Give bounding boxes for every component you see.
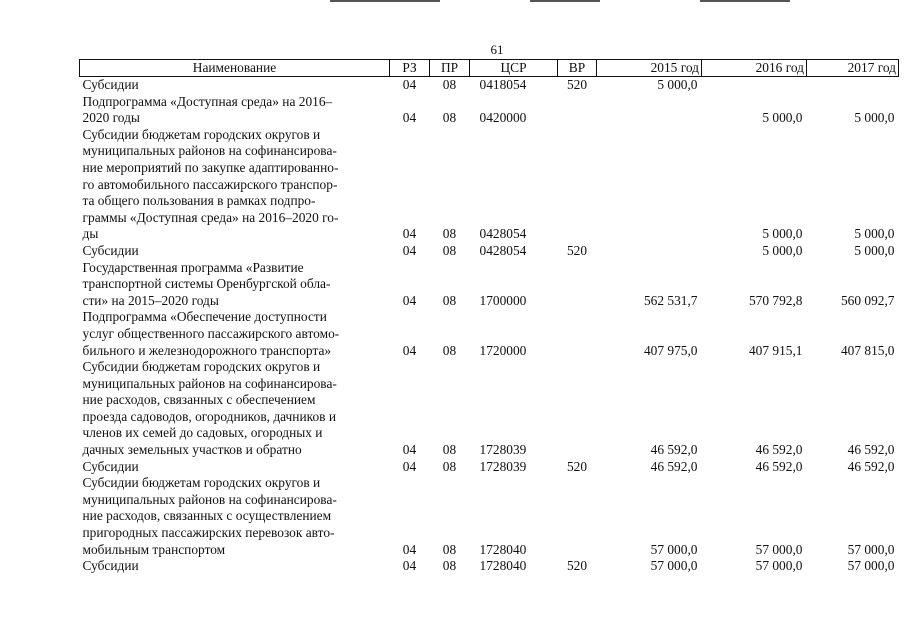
row-value-2015: 407 975,0 — [643, 342, 698, 358]
header-row — [80, 60, 899, 77]
row-value-2015: 57 000,0 — [650, 558, 698, 574]
row-value-2017: 5 000,0 — [854, 242, 895, 258]
row-name-line: Субсидии — [82, 77, 139, 92]
row-value-2017: 46 592,0 — [847, 442, 895, 458]
row-rz: 04 — [402, 242, 417, 258]
row-name-line: ние расходов, связанных с осуществлением — [82, 508, 332, 524]
row-vr — [558, 359, 597, 459]
row-vr — [558, 127, 597, 243]
table-row — [80, 127, 899, 243]
col-header-2017: 2017 год — [807, 60, 899, 77]
row-name — [80, 309, 390, 359]
table-row — [80, 77, 899, 94]
table-row — [80, 475, 899, 558]
row-rz: 04 — [402, 442, 417, 458]
row-name-line: проезда садоводов, огородников, дачников и — [82, 408, 336, 424]
row-pr: 08 — [442, 226, 457, 242]
row-value-2017: 57 000,0 — [847, 558, 895, 574]
scan-artifact-line — [700, 0, 790, 2]
row-name-line: Подпрограмма «Обеспечение доступности — [82, 309, 327, 325]
row-name — [80, 475, 390, 558]
row-rz: 04 — [402, 77, 417, 92]
row-pr: 08 — [442, 77, 457, 92]
table-row — [80, 359, 899, 459]
col-header-vr: ВР — [558, 60, 597, 77]
row-name-line: Субсидии — [82, 558, 139, 574]
row-name — [80, 459, 390, 476]
row-value-2016: 5 000,0 — [762, 242, 803, 258]
row-value-2015 — [597, 127, 702, 243]
row-vr: 520 — [566, 77, 588, 92]
table-row — [80, 558, 899, 575]
scan-artifact-line — [530, 0, 600, 2]
row-name-line: Субсидии бюджетам городских округов и — [82, 126, 321, 142]
row-csr: 1728040 — [479, 558, 527, 574]
row-rz: 04 — [402, 541, 417, 557]
row-name-line: Государственная программа «Развитие — [82, 259, 304, 275]
row-name-line: членов их семей до садовых, огородных и — [82, 425, 323, 441]
row-csr: 0428054 — [479, 242, 527, 258]
row-value-2016: 5 000,0 — [762, 226, 803, 242]
row-name-line: мобильным транспортом — [82, 541, 226, 557]
row-name-line: Подпрограмма «Доступная среда» на 2016– — [82, 93, 333, 109]
row-pr: 08 — [442, 110, 457, 126]
row-value-2016: 570 792,8 — [748, 292, 803, 308]
row-name — [80, 127, 390, 243]
row-value-2016: 46 592,0 — [755, 458, 803, 474]
row-value-2017: 5 000,0 — [854, 226, 895, 242]
row-pr: 08 — [442, 242, 457, 258]
row-rz: 04 — [402, 292, 417, 308]
row-value-2017 — [807, 77, 899, 94]
row-value-2015: 562 531,7 — [643, 292, 698, 308]
row-value-2015 — [597, 94, 702, 127]
row-name-line: та общего пользования в рамках подпро- — [82, 193, 316, 209]
row-name-line: муниципальных районов на софинансирова- — [82, 491, 337, 507]
row-value-2017: 57 000,0 — [847, 541, 895, 557]
row-name-line: Субсидии бюджетам городских округов и — [82, 475, 321, 491]
row-vr — [558, 260, 597, 310]
table-row — [80, 94, 899, 127]
row-value-2016: 57 000,0 — [755, 541, 803, 557]
row-name-line: ние мероприятий по закупке адаптированно- — [82, 159, 339, 175]
row-name-line: сти» на 2015–2020 годы — [82, 292, 219, 308]
row-pr: 08 — [442, 458, 457, 474]
row-name-line: пригородных пассажирских перевозок авто- — [82, 525, 335, 541]
row-value-2015: 5 000,0 — [657, 77, 698, 92]
row-csr: 1728039 — [479, 458, 527, 474]
row-name-line: бильного и железнодорожного транспорта» — [82, 342, 332, 358]
row-value-2017: 560 092,7 — [840, 292, 895, 308]
row-pr: 08 — [442, 342, 457, 358]
row-name-line: муниципальных районов на софинансирова- — [82, 375, 337, 391]
row-vr: 520 — [566, 558, 588, 574]
row-csr: 1720000 — [479, 342, 527, 358]
row-name-line: граммы «Доступная среда» на 2016–2020 го- — [82, 209, 339, 225]
col-header-pr: ПР — [430, 60, 470, 77]
row-name — [80, 359, 390, 459]
col-header-csr: ЦСР — [470, 60, 558, 77]
row-name-line: Субсидии — [82, 458, 139, 474]
row-value-2015: 46 592,0 — [650, 458, 698, 474]
row-value-2017: 46 592,0 — [847, 458, 895, 474]
row-csr: 0418054 — [479, 77, 527, 92]
row-rz: 04 — [402, 226, 417, 242]
row-pr: 08 — [442, 442, 457, 458]
row-csr: 1728039 — [479, 442, 527, 458]
row-value-2015: 57 000,0 — [650, 541, 698, 557]
row-name — [80, 243, 390, 260]
table-row — [80, 309, 899, 359]
row-name-line: ние расходов, связанных с обеспечением — [82, 392, 316, 408]
row-value-2016: 5 000,0 — [762, 110, 803, 126]
row-vr: 520 — [566, 242, 588, 258]
row-value-2015 — [597, 243, 702, 260]
row-name-line: Субсидии бюджетам городских округов и — [82, 359, 321, 375]
row-rz: 04 — [402, 342, 417, 358]
row-csr: 1700000 — [479, 292, 527, 308]
row-name-line: услуг общественного пассажирского автомо- — [82, 325, 340, 341]
table-row — [80, 260, 899, 310]
row-name-line: муниципальных районов на софинансирова- — [82, 143, 337, 159]
row-rz: 04 — [402, 558, 417, 574]
row-value-2017: 407 815,0 — [840, 342, 895, 358]
col-header-name: Наименование — [80, 60, 390, 77]
row-value-2016: 407 915,1 — [748, 342, 803, 358]
row-pr: 08 — [442, 558, 457, 574]
budget-table — [79, 59, 899, 575]
row-name-line: транспортной системы Оренбургской обла- — [82, 276, 331, 292]
row-name-line: Субсидии — [82, 242, 139, 258]
row-name-line: го автомобильного пассажирского транспор- — [82, 176, 338, 192]
row-vr — [558, 309, 597, 359]
scan-artifact-line — [330, 0, 440, 2]
row-csr: 0420000 — [479, 110, 527, 126]
row-csr: 1728040 — [479, 541, 527, 557]
table-row — [80, 243, 899, 260]
row-name — [80, 77, 390, 94]
page-number: 61 — [490, 42, 504, 57]
row-pr: 08 — [442, 292, 457, 308]
row-value-2016: 57 000,0 — [755, 558, 803, 574]
table-body — [80, 77, 899, 575]
row-csr: 0428054 — [479, 226, 527, 242]
row-rz: 04 — [402, 458, 417, 474]
col-header-rz: РЗ — [390, 60, 430, 77]
col-header-2015: 2015 год — [597, 60, 702, 77]
row-rz: 04 — [402, 110, 417, 126]
row-vr: 520 — [566, 458, 588, 474]
table-row — [80, 459, 899, 476]
row-name — [80, 260, 390, 310]
row-name-line: дачных земельных участков и обратно — [82, 442, 302, 458]
row-pr: 08 — [442, 541, 457, 557]
row-value-2017: 5 000,0 — [854, 110, 895, 126]
row-name-line: 2020 годы — [82, 110, 140, 126]
row-value-2016: 46 592,0 — [755, 442, 803, 458]
row-value-2016 — [702, 77, 807, 94]
row-vr — [558, 475, 597, 558]
row-vr — [558, 94, 597, 127]
row-name — [80, 558, 390, 575]
row-name-line: ды — [82, 226, 99, 242]
row-value-2015: 46 592,0 — [650, 442, 698, 458]
col-header-2016: 2016 год — [702, 60, 807, 77]
row-name — [80, 94, 390, 127]
